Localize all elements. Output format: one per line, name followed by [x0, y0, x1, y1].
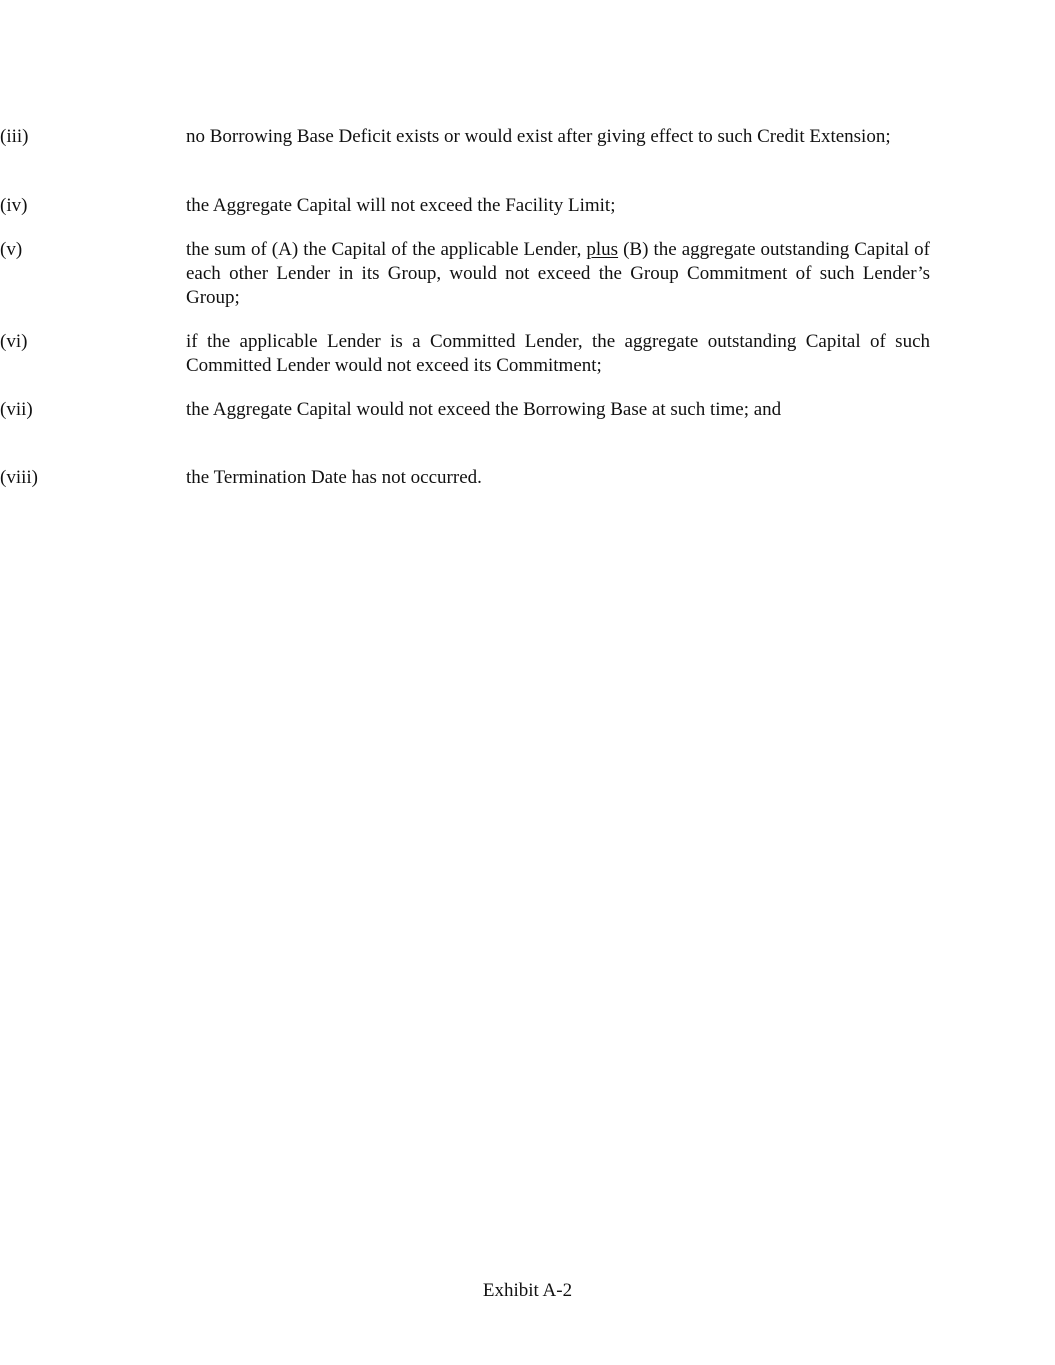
clause-number: (iii) [0, 126, 29, 147]
page-footer: Exhibit A-2 [482, 1280, 573, 1301]
clause-text: the Termination Date has not occurred. [186, 467, 482, 488]
clause-number: (iv) [0, 195, 28, 216]
clause-number: (v) [0, 239, 23, 260]
clause-number: (vii) [0, 399, 33, 420]
clause-number: (viii) [0, 467, 38, 488]
clause-text: no Borrowing Base Deficit exists or would exist after giving effect to such Credit Extension; [186, 126, 891, 147]
clause-underlined-word: plus [586, 239, 619, 260]
clause-vii [0, 398, 930, 422]
clause-number: (vi) [0, 331, 28, 352]
clause-text: if the applicable Lender is a Committed Lender, the aggregate outstanding Capital of such Committed Lender would not exceed its Commitment; [186, 331, 930, 376]
clause-vi [0, 330, 930, 378]
clause-v [0, 238, 930, 310]
clause-text-before: the sum of (A) the Capital of the applicable Lender, [186, 239, 587, 260]
clause-text: the Aggregate Capital will not exceed the Facility Limit; [186, 195, 616, 216]
clause-text-after: (B) the aggregate outstanding Capital of each other Lender in its Group, would not exceed the Group Commitment of such Lender’s Group; [186, 239, 930, 308]
clause-viii [0, 466, 930, 490]
clause-iii [0, 125, 930, 149]
clause-text: the Aggregate Capital would not exceed the Borrowing Base at such time; and [186, 399, 782, 420]
clause-iv [0, 194, 930, 218]
